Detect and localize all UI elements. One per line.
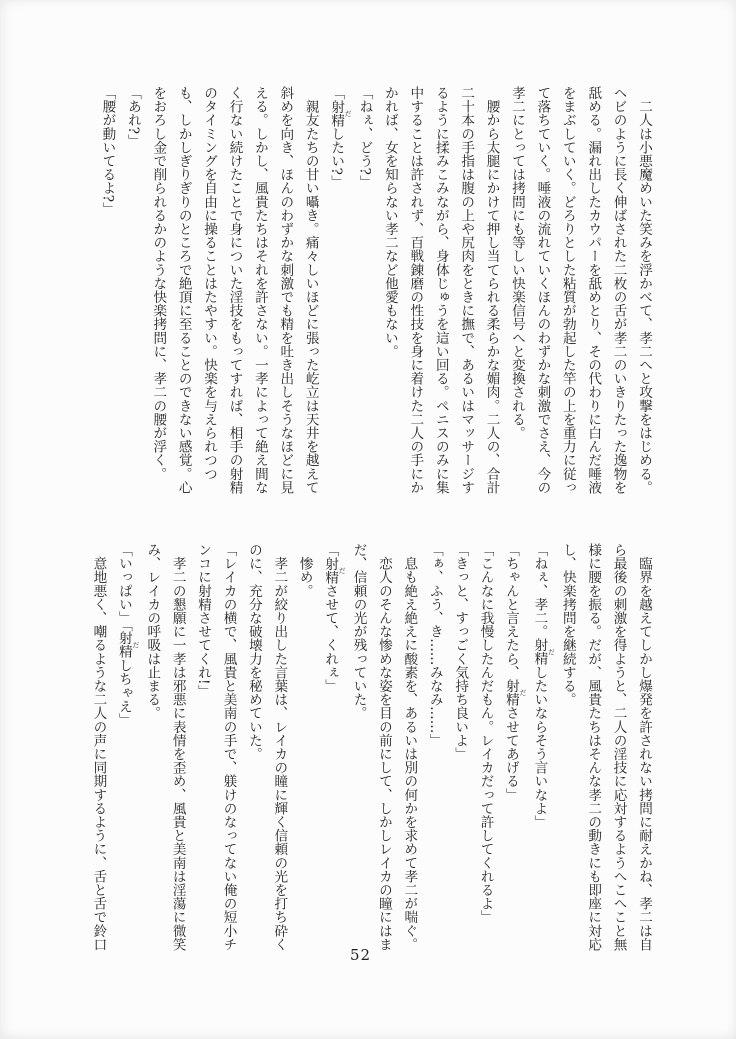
paragraph: 意地悪く、嘲るような二人の声に同期するように、舌と舌で鈴口 <box>90 543 107 951</box>
paragraph: 「ねぇ、どう?」 <box>356 86 373 189</box>
paragraph: 親友たちの甘い囁き。痛々しいほどに張った屹立は天井を越えて斜めを向き、ほんのわずかな刺激でも精を吐き出しそうなほどに見える。しかし、風貴たちはそれを許さない。一孝によって絶え間なく行ない続けたことで身についた淫技をもってすれば、相手の射精のタイミングを自由に操ることはたやすい。快楽を与えられつつも、しかしぎりぎりのところで絶頂に至ることのできない感覚。心をおろし金で削られるかのような快楽拷問に、孝二の腰が浮く。 <box>150 86 319 494</box>
paragraph: 恋人のそんな惨めな姿を目の前にして、しかしレイカの瞳にはまだ、信頼の光が残っていた。 <box>350 543 392 951</box>
ruby-annotated-word: 射精 だ <box>115 631 139 659</box>
paragraph: 「ねぇ、孝二。射精 だしたいならそう言いなよ」 <box>531 543 555 829</box>
paragraph: 「ぁ、ふう、き……みなみ……」 <box>426 543 443 747</box>
text-block-lower <box>85 543 656 953</box>
ruby-annotated-word: 射精 だ <box>502 679 526 707</box>
paragraph: 「いっぱい」「射精 だしちゃえ」 <box>115 543 139 727</box>
paragraph: 「レイカの横で、風貴と美南の手で、躾けのなってない俺の短小チンコに射精させてくれ!」 <box>195 543 237 951</box>
paragraph: 「射精 だしたい?」 <box>328 86 352 189</box>
paragraph: 「きっと、すっごく気持ち良いよ」 <box>452 543 469 761</box>
paragraph: 孝二の懇願に一孝は邪悪に表情を歪め、風貴と美南は淫蕩に微笑み、レイカの呼吸は止まる。 <box>144 543 186 951</box>
paragraph: 臨界を越えてしかし爆発を許されない拷問に耐えかね、孝二は自ら最後の刺激を得ようと、二人の淫技に応対するようへこへこと無様に腰を振る。だが、風貴たちはそんな孝二の動きにも即座に対応し、快楽拷問を継続する。 <box>559 543 652 951</box>
page-number: 52 <box>350 946 372 964</box>
paragraph: 息も絶え絶えに酸素を、あるいは別の何かを求めて孝二が喘ぐ。 <box>401 543 418 951</box>
paragraph: 「腰が動いてるよ?」 <box>99 86 116 216</box>
paragraph: 「あれ?」 <box>124 86 141 148</box>
paragraph: 腰から太腿にかけて押し当てられる柔らかな媚肉。二人の、合計二十本の手指は腹の上や尻肉をときに撫で、あるいはマッサージするように揉みこみながら、身体じゅうを這い回る。ペニスのみに集中することは許されず、百戦錬磨の性技を身に着けた二人の手にかかれば、女を知らない孝二など他愛もない。 <box>381 86 500 494</box>
paragraph: 惨め。 <box>296 543 313 598</box>
paragraph: 「射精 ださせて、くれぇ」 <box>322 543 346 693</box>
paragraph: 二人は小悪魔めいた笑みを浮かべて、孝二へと攻撃をはじめる。ヘビのように長く伸ばされた二枚の舌が孝二のいきりたった逸物を舐める。漏れ出したカウパーを舐めとり、その代わりに白んだ唾液をまぶしていく。どろりとした粘質が勃起した竿の上を重力に従って落ちていく。唾液の流れていくほんのわずかな刺激でさえ、今の孝二にとっては拷問にも等しい快楽信号へと変換される。 <box>508 86 652 494</box>
ruby-annotated-word: 射精 だ <box>328 99 352 127</box>
paragraph: 孝二が絞り出した言葉は、レイカの瞳に輝く信頼の光を打ち砕くのに、充分な破壊力を秘めていた。 <box>245 543 288 951</box>
paragraph: 「こんなに我慢したんだもん。レイカだって許してくれるよ」 <box>477 543 494 924</box>
text-block-upper <box>94 86 656 496</box>
ruby-annotated-word: 射精 だ <box>531 638 555 666</box>
paragraph: 「ちゃんと言えたら、射精 ださせてあげる」 <box>502 543 526 802</box>
ruby-annotated-word: 射精 だ <box>322 556 346 584</box>
